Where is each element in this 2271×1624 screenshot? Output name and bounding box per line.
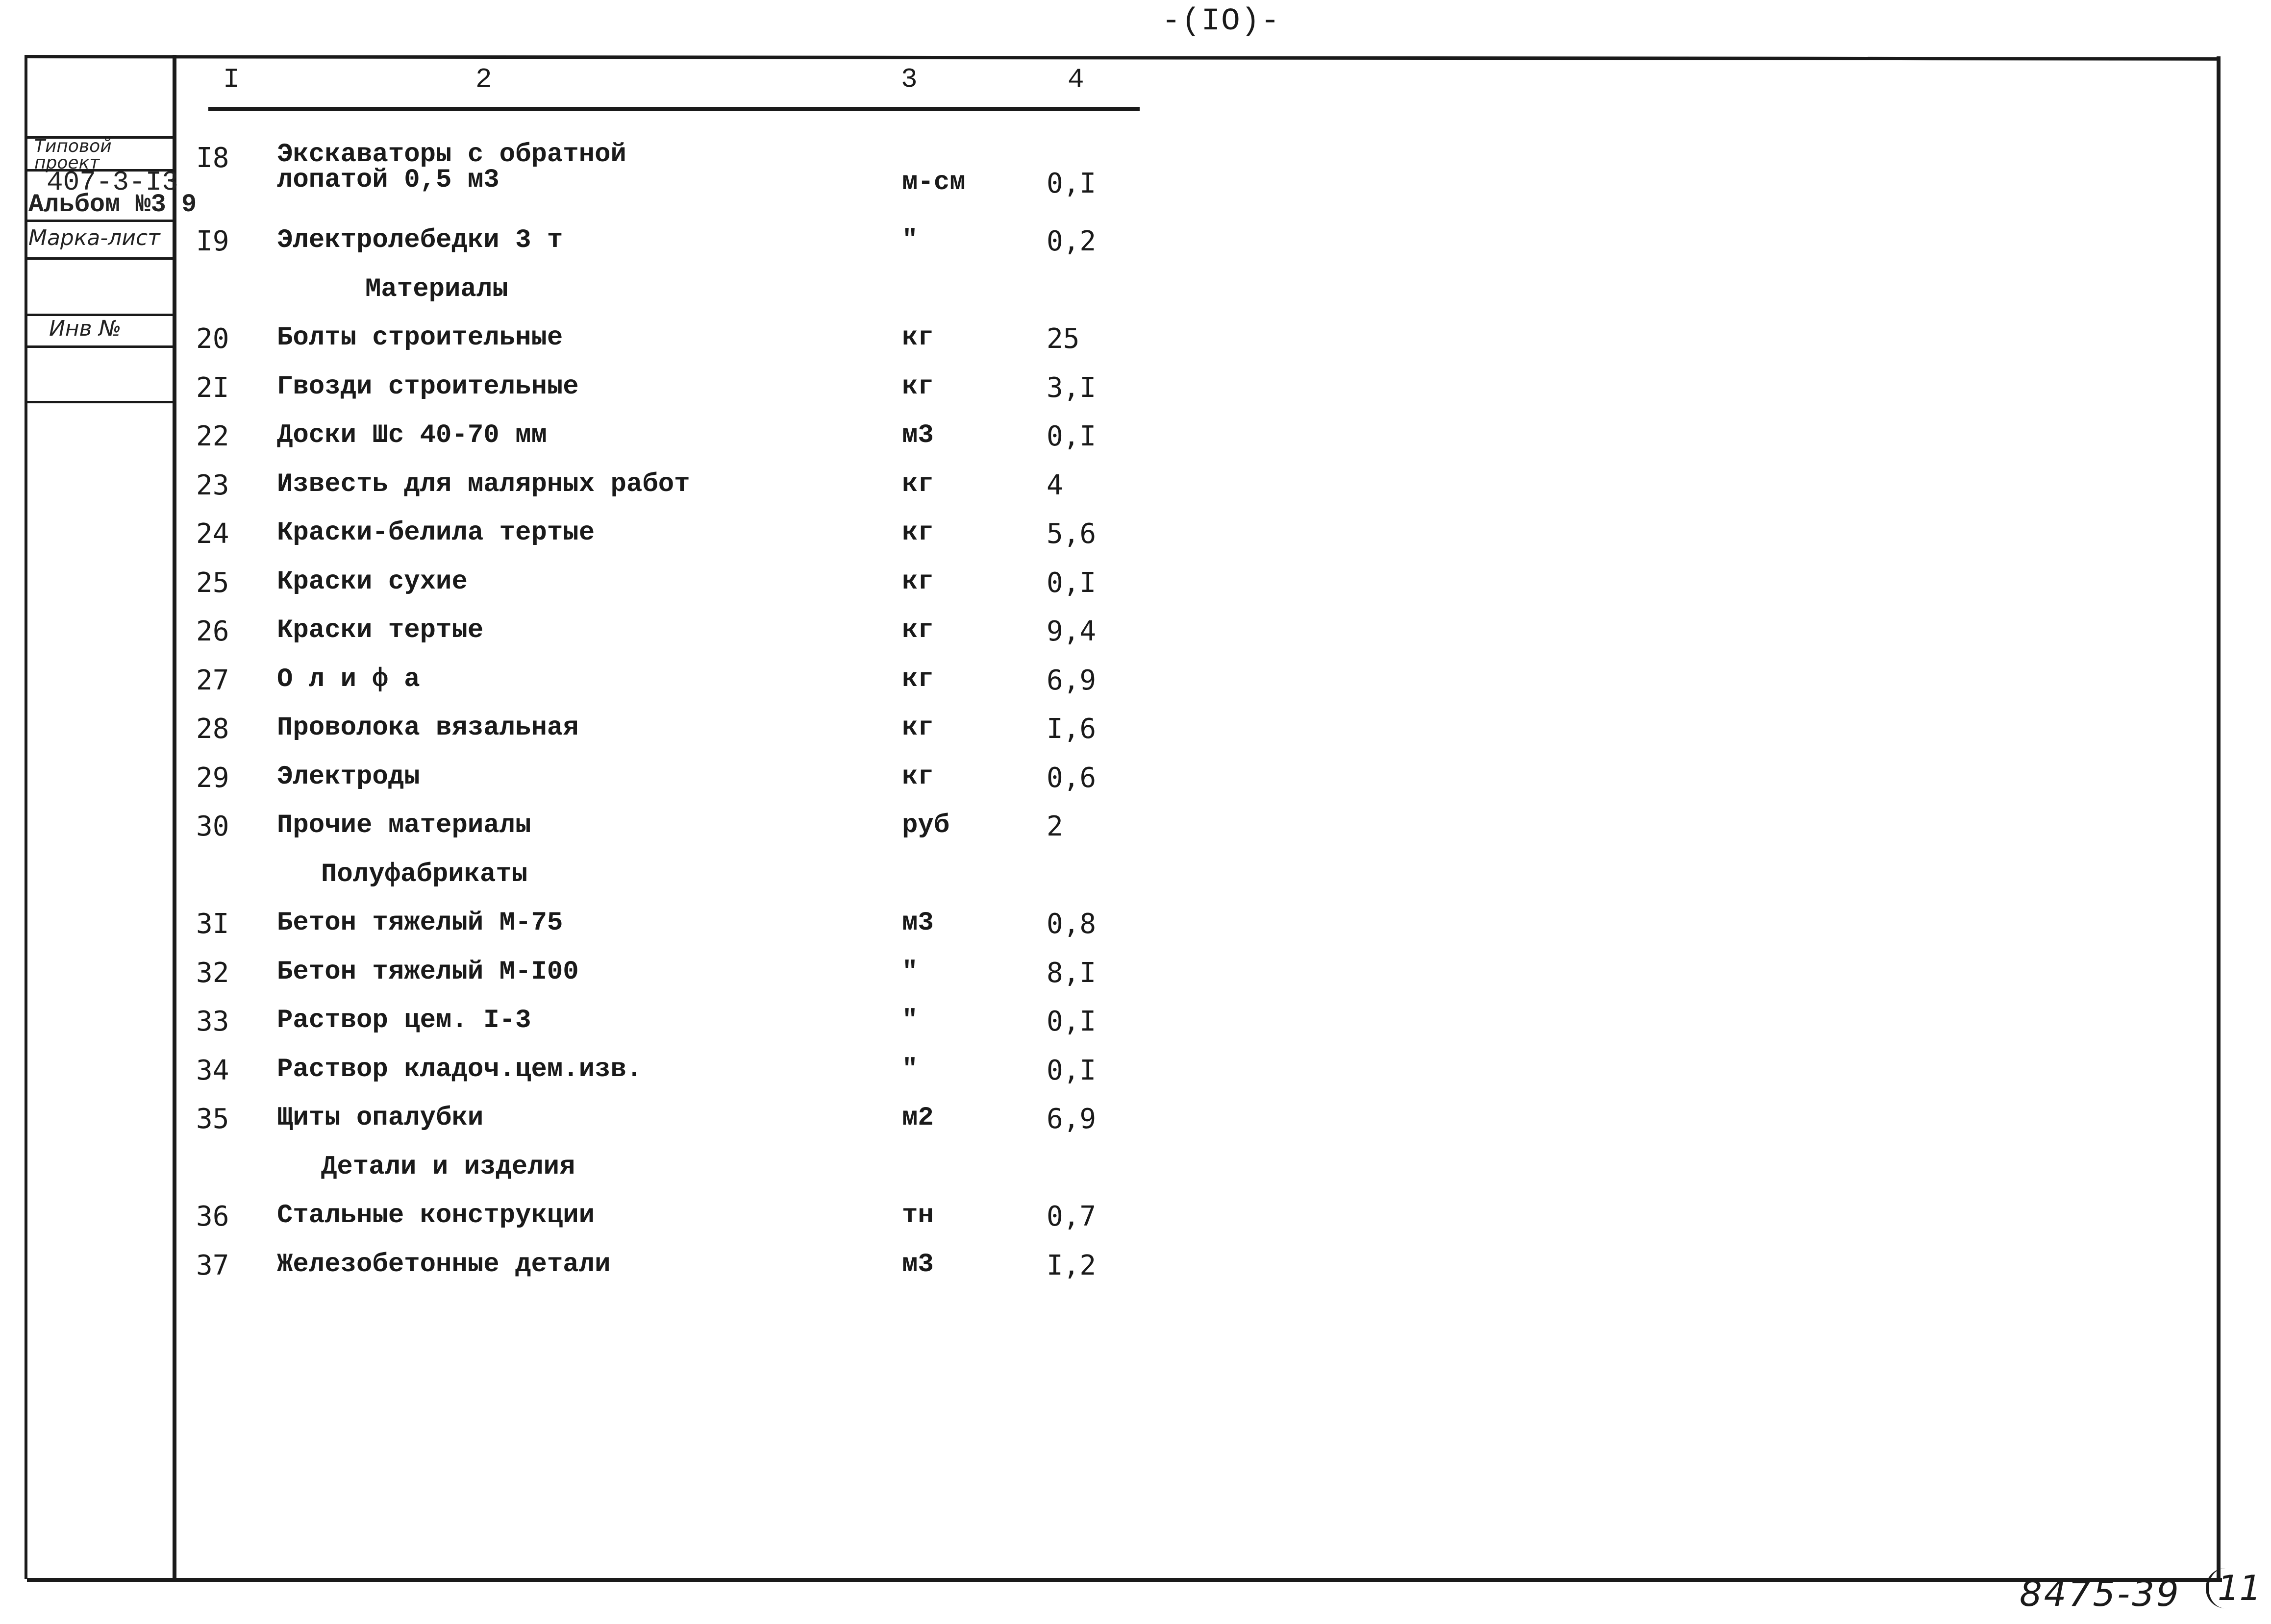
- row-number: I8: [196, 142, 229, 174]
- unit: кг: [902, 371, 934, 402]
- unit: кг: [902, 566, 934, 597]
- item-name: Краски-белила тертые: [277, 518, 595, 548]
- unit: руб: [902, 811, 950, 840]
- stamp-album: Альбом №3 9: [28, 190, 197, 219]
- table-row: [196, 957, 1176, 1001]
- row-number: 25: [196, 566, 229, 599]
- quantity: 4: [1047, 469, 1063, 501]
- item-name: Проволока вязальная: [277, 713, 579, 743]
- quantity: 0,7: [1047, 1201, 1097, 1232]
- item-name: Бетон тяжелый М-75: [277, 908, 563, 938]
- column-header-2: 2: [475, 64, 492, 95]
- table-row: [196, 567, 1176, 611]
- quantity: 6,9: [1047, 1103, 1097, 1135]
- unit: м3: [902, 1249, 934, 1280]
- table-row: [196, 1201, 1176, 1245]
- table-row: [196, 323, 1176, 367]
- item-name: Прочие материалы: [277, 811, 531, 840]
- page-number-text: -(IO)-: [1162, 4, 1281, 39]
- item-name: Раствор кладоч.цем.изв.: [277, 1054, 643, 1084]
- stamp-inventory-no: Инв №: [49, 316, 122, 341]
- quantity: 0,2: [1047, 225, 1097, 257]
- row-number: 22: [196, 420, 229, 452]
- quantity: 2: [1047, 811, 1063, 842]
- table-row: [196, 469, 1176, 514]
- table-row: [196, 420, 1176, 465]
- stamp-rule: [25, 220, 174, 222]
- quantity: 0,I: [1047, 1006, 1097, 1037]
- unit: м-см: [902, 168, 966, 197]
- frame-right-border: [2217, 56, 2221, 1580]
- frame-top-border: [25, 55, 2220, 61]
- unit: ": [902, 1006, 918, 1035]
- section-heading: Детали и изделия: [321, 1152, 575, 1182]
- row-number: 2I: [196, 371, 229, 404]
- table-row: [196, 615, 1176, 660]
- row-number: 30: [196, 811, 229, 842]
- frame-left-border: [25, 55, 27, 1579]
- table-row: [196, 140, 1176, 199]
- table-row: [196, 664, 1176, 709]
- item-name: Электроды: [277, 762, 420, 792]
- frame-bottom-border: [27, 1578, 2222, 1582]
- column-header-4: 4: [1068, 64, 1084, 95]
- stamp-rule: [25, 257, 174, 260]
- quantity: 5,6: [1047, 518, 1097, 550]
- document-code: 8475-39: [2020, 1573, 2181, 1614]
- table-header: [176, 64, 1157, 110]
- row-number: 35: [196, 1103, 229, 1135]
- quantity: 0,I: [1047, 566, 1097, 599]
- sheet-number: 11: [2206, 1568, 2261, 1608]
- item-name: Краски тертые: [277, 615, 484, 645]
- item-name: Краски сухие: [277, 566, 468, 597]
- stamp-divider: [173, 55, 176, 1580]
- stamp-rule: [25, 401, 174, 403]
- row-number: 28: [196, 713, 229, 745]
- table-row: [196, 1055, 1176, 1099]
- row-number: 29: [196, 762, 229, 794]
- unit: кг: [902, 664, 934, 694]
- quantity: 6,9: [1047, 664, 1097, 696]
- quantity: 0,8: [1047, 908, 1097, 940]
- table-row: [196, 908, 1176, 952]
- row-number: I9: [196, 225, 229, 257]
- table-row: [196, 518, 1176, 562]
- row-number: 3I: [196, 908, 229, 940]
- quantity: 9,4: [1047, 615, 1097, 647]
- quantity: 0,I: [1047, 168, 1097, 199]
- item-name: О л и ф а: [277, 664, 420, 694]
- quantity: 0,I: [1047, 420, 1097, 452]
- row-number: 32: [196, 957, 229, 989]
- item-name: Стальные конструкции: [277, 1201, 595, 1230]
- unit: м3: [902, 420, 934, 450]
- section-heading: Материалы: [365, 274, 508, 304]
- item-name: Гвозди строительные: [277, 371, 579, 402]
- row-number: 24: [196, 518, 229, 550]
- quantity: 25: [1047, 323, 1080, 355]
- quantity: 0,6: [1047, 762, 1097, 794]
- row-number: 37: [196, 1249, 229, 1281]
- item-name: Болты строительные: [277, 323, 563, 353]
- row-number: 34: [196, 1054, 229, 1086]
- row-number: 27: [196, 664, 229, 696]
- item-name: Щиты опалубки: [277, 1103, 484, 1133]
- row-number: 26: [196, 615, 229, 647]
- unit: кг: [902, 323, 934, 353]
- unit: кг: [902, 762, 934, 792]
- item-name: Электролебедки 3 т: [277, 225, 563, 255]
- table-row: [196, 762, 1176, 806]
- stamp-project-code: 407-3-I3: [47, 167, 178, 198]
- quantity: I,6: [1047, 713, 1097, 745]
- unit: ": [902, 1054, 918, 1084]
- column-header-3: 3: [901, 64, 918, 95]
- quantity: I,2: [1047, 1249, 1097, 1281]
- unit: тн: [902, 1201, 934, 1230]
- unit: ": [902, 225, 918, 255]
- unit: кг: [902, 615, 934, 645]
- item-name: Железобетонные детали: [277, 1249, 611, 1280]
- header-rule: [208, 107, 1140, 111]
- table-row: [196, 811, 1176, 855]
- item-name: Бетон тяжелый М-I00: [277, 957, 579, 987]
- unit: м3: [902, 908, 934, 938]
- table-row: [196, 1103, 1176, 1147]
- section-heading: Полуфабрикаты: [321, 859, 528, 889]
- item-name: Известь для малярных работ: [277, 469, 690, 499]
- table-row: [196, 713, 1176, 757]
- stamp-project-type: Типовой проект: [34, 136, 112, 173]
- unit: кг: [902, 469, 934, 499]
- unit: кг: [902, 518, 934, 548]
- row-number: 20: [196, 323, 229, 355]
- quantity: 3,I: [1047, 371, 1097, 404]
- table-row: [196, 1006, 1176, 1050]
- row-number: 36: [196, 1201, 229, 1232]
- stamp-brand-sheet: Марка-лист: [28, 225, 160, 250]
- table-row: [196, 225, 1176, 270]
- unit: м2: [902, 1103, 934, 1133]
- item-name: Доски Шс 40-70 мм: [277, 420, 547, 450]
- table-row: [196, 1250, 1176, 1294]
- column-header-1: I: [223, 64, 240, 95]
- page-number: [1162, 4, 1280, 39]
- stamp-rule: [25, 345, 174, 348]
- item-name: Раствор цем. I-3: [277, 1006, 531, 1035]
- unit: ": [902, 957, 918, 987]
- row-number: 23: [196, 469, 229, 501]
- table-row: [196, 372, 1176, 416]
- quantity: 8,I: [1047, 957, 1097, 989]
- item-name: Экскаваторы с обратной лопатой 0,5 м3: [277, 140, 626, 195]
- unit: кг: [902, 713, 934, 743]
- row-number: 33: [196, 1006, 229, 1037]
- quantity: 0,I: [1047, 1054, 1097, 1086]
